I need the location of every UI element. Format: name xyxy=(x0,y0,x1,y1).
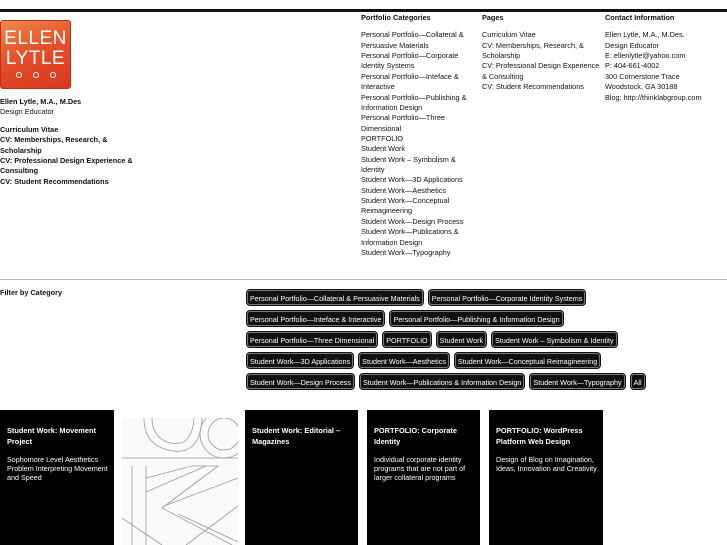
category-link[interactable]: Student Work—Publications & Information Design xyxy=(361,227,459,247)
category-link[interactable]: Personal Portfolio—Three Dimensional xyxy=(361,113,445,133)
card-description: Individual corporate identity programs that are not part of larger collateral programs xyxy=(374,455,466,482)
filter-tag[interactable]: Student Work – Symbolism & Identity xyxy=(491,331,618,348)
filter-tag[interactable]: Student Work xyxy=(436,331,487,348)
left-nav-curriculum-vitae[interactable]: Curriculum Vitae xyxy=(0,125,59,134)
filter-tag[interactable]: Personal Portfolio—Inteface & Interactive xyxy=(246,310,385,327)
category-link[interactable]: Student Work—Aesthetics xyxy=(361,185,447,195)
portfolio-card[interactable] xyxy=(367,410,480,545)
contact-role: Design Educator xyxy=(605,40,659,50)
portfolio-card[interactable] xyxy=(0,410,114,545)
filter-tag[interactable]: Student Work—Publications & Information Design xyxy=(359,373,525,390)
page-link[interactable]: CV: Memberships, Research, & Scholarship xyxy=(482,40,584,61)
logo-dots xyxy=(1,72,70,78)
filter-tag[interactable]: Student Work—Conceptual Reimagineering xyxy=(454,352,601,369)
category-link[interactable]: Personal Portfolio—Collateral & Persuasive Materials xyxy=(361,30,464,50)
page-link[interactable]: CV: Professional Design Experience & Consulting xyxy=(482,61,600,81)
filter-label: Filter by Category xyxy=(0,288,63,297)
logo-line-1: ELLEN xyxy=(4,28,67,49)
category-link[interactable]: Student Work xyxy=(361,144,406,154)
left-nav-memberships[interactable]: CV: Memberships, Research, & Scholarship xyxy=(0,135,108,155)
contact-widget xyxy=(605,13,725,103)
filter-tag[interactable]: Student Work—Aesthetics xyxy=(358,352,450,369)
category-link[interactable]: Student Work—3D Applications xyxy=(361,175,463,185)
pages-widget xyxy=(482,13,600,93)
filter-tag[interactable]: Student Work—Design Process xyxy=(246,373,355,390)
page-link[interactable]: Curriculum Vitae xyxy=(482,30,536,40)
contact-blog: Blog: http://thinklabgroup.com xyxy=(605,92,702,102)
filter-tags xyxy=(246,289,691,390)
filter-tag[interactable]: PORTFOLIO xyxy=(382,331,431,348)
logo-line-2: LYTLE xyxy=(5,48,66,69)
card-title: PORTFOLIO: Corporate Identity xyxy=(374,426,457,446)
portfolio-categories-widget xyxy=(361,13,476,258)
category-link[interactable]: Personal Portfolio—Inteface & Interactive xyxy=(361,71,459,92)
card-description: Sophomore Level Aesthetics Problem Interpreting Movement and Speed xyxy=(7,455,108,482)
card-title: Student Work: Movement Project xyxy=(7,426,96,446)
category-link[interactable]: Student Work—Conceptual Reimagineering xyxy=(361,196,450,216)
category-link[interactable]: Student Work – Symbolism & Identity xyxy=(361,154,456,175)
filter-tag[interactable]: Personal Portfolio—Publishing & Information Design xyxy=(389,310,563,327)
profile-role: Design Educator xyxy=(0,107,54,116)
contact-heading: Contact Information xyxy=(605,13,675,22)
top-border-bar xyxy=(0,9,727,12)
typography-sketch-image xyxy=(122,418,238,545)
filter-tag[interactable]: Student Work—Typography xyxy=(529,373,625,390)
section-divider xyxy=(0,279,727,280)
category-link[interactable]: PORTFOLIO xyxy=(361,133,404,143)
portfolio-categories-heading: Portfolio Categories xyxy=(361,13,431,22)
card-title: Student Work: Editorial – Magazines xyxy=(252,426,341,446)
left-nav-student-recommendations[interactable]: CV: Student Recommendations xyxy=(0,176,109,186)
contact-address-1: 300 Cornerstone Trace xyxy=(605,71,680,81)
category-link[interactable]: Student Work—Typography xyxy=(361,247,451,257)
contact-email: E: ellenlytle@yahoo.com xyxy=(605,51,686,61)
filter-tag[interactable]: Personal Portfolio—Three Dimensional xyxy=(246,331,378,348)
portfolio-card[interactable] xyxy=(245,410,358,545)
left-nav-professional-design[interactable]: CV: Professional Design Experience & Consulting xyxy=(0,156,133,176)
category-link[interactable]: Student Work—Design Process xyxy=(361,216,464,226)
portfolio-card[interactable] xyxy=(489,410,603,545)
filter-tag[interactable]: Personal Portfolio—Corporate Identity Systems xyxy=(428,289,587,306)
pages-heading: Pages xyxy=(482,13,504,22)
logo-dot-icon xyxy=(16,72,22,78)
logo-dot-icon xyxy=(33,72,39,78)
category-link[interactable]: Personal Portfolio—Corporate Identity Systems xyxy=(361,51,459,71)
filter-tag[interactable]: Student Work—3D Applications xyxy=(246,352,354,369)
portfolio-thumbnail-image[interactable] xyxy=(122,418,238,545)
contact-address-2: Woodstock, GA 30188 xyxy=(605,82,678,92)
filter-tag[interactable]: Personal Portfolio—Collateral & Persuasive Materials xyxy=(246,289,424,306)
card-title: PORTFOLIO: WordPress Platform Web Design xyxy=(496,426,583,446)
filter-tag-all[interactable]: All xyxy=(630,373,646,390)
page-link[interactable]: CV: Student Recommendations xyxy=(482,82,584,92)
site-logo[interactable] xyxy=(0,20,71,89)
logo-dot-icon xyxy=(50,72,56,78)
left-nav xyxy=(0,125,140,187)
category-link[interactable]: Personal Portfolio—Publishing & Information Design xyxy=(361,92,467,112)
card-description: Design of Blog on Imagination, Ideas, Innovation and Creativity xyxy=(496,455,597,474)
contact-name: Ellen Lytle, M.A., M.Des. xyxy=(605,30,685,40)
profile-name: Ellen Lytle, M.A., M.Des xyxy=(0,97,82,106)
contact-phone: P: 404-661-4002 xyxy=(605,61,660,71)
